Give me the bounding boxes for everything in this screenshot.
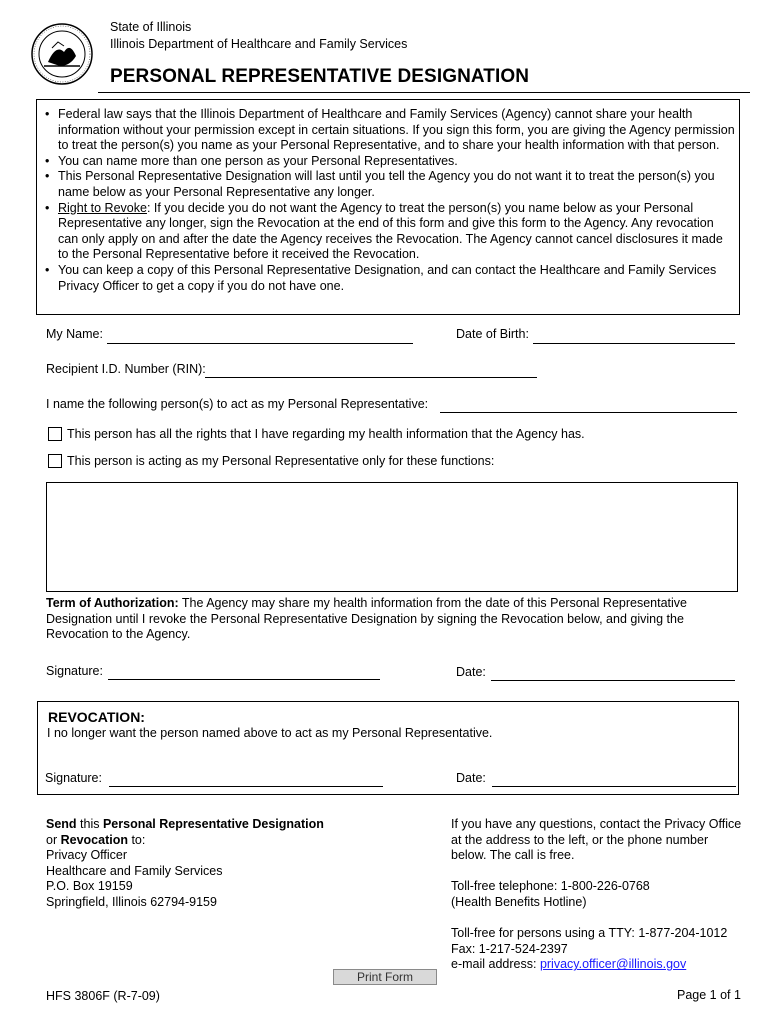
signature-field[interactable] [108,679,380,680]
rin-field[interactable] [205,377,537,378]
page-number: Page 1 of 1 [677,988,741,1002]
revocation-date-field[interactable] [492,786,736,787]
or-word: or [46,832,61,847]
representative-name-label: I name the following person(s) to act as my Personal Representative: [46,397,429,411]
date-of-birth-field[interactable] [533,343,735,344]
contact-line: below. The call is free. [451,848,575,863]
revocation-box [37,701,739,795]
title-rule [98,92,750,93]
send-line-1 [46,817,376,833]
send-doc-name: Personal Representative Designation [102,817,324,831]
send-line-2 [46,833,376,849]
revocation-text: I no longer want the person named above to act as my Personal Representative. [47,726,493,740]
email-label: e-mail address: [451,957,540,972]
revocation-signature-label: Signature: [45,771,102,785]
date-field[interactable] [491,680,735,681]
functions-textarea[interactable] [46,482,738,592]
tollfree-phone: Toll-free telephone: 1-800-226-0768 [451,879,650,894]
info-bullet: • You can name more than one person as your Personal Representatives. [45,154,735,170]
contact-line: If you have any questions, contact the Privacy Office [451,817,742,831]
agency-state: State of Illinois [110,20,192,34]
fax-number: Fax: 1-217-524-2397 [451,941,568,956]
my-name-label: My Name: [46,327,103,341]
revocation-signature-field[interactable] [109,786,383,787]
my-name-field[interactable] [107,343,413,344]
email-line [451,957,751,973]
revocation-date-label: Date: [456,771,486,785]
send-address-block [46,817,376,911]
send-word: Send [46,817,77,831]
signature-label: Signature: [46,664,103,678]
date-label: Date: [456,665,486,679]
info-box [36,99,740,315]
all-rights-checkbox[interactable] [48,427,62,441]
info-bullet: • Federal law says that the Illinois Department of Healthcare and Family Services (Agency) cannot share your health information without your permission except in certain situations. If you sign this form, you are giving the Agency permission to treat the person(s) you name as your Personal Representative, and to share your health information with that person. [45,107,735,154]
revocation-title: REVOCATION: [48,709,145,725]
form-number: HFS 3806F (R-7-09) [46,989,160,1003]
tty-phone: Toll-free for persons using a TTY: 1-877-204-1012 [451,926,728,941]
agency-department: Illinois Department of Healthcare and Family Services [110,37,408,51]
info-bullets [45,107,735,294]
address-line: P.O. Box 19159 [46,879,133,894]
info-bullet [45,201,735,263]
limited-functions-label: This person is acting as my Personal Representative only for these functions: [67,454,495,468]
email-link[interactable]: privacy.officer@illinois.gov [539,957,687,972]
representative-name-field[interactable] [440,412,737,413]
print-form-button[interactable]: Print Form [333,969,437,985]
address-line: Healthcare and Family Services [46,863,223,878]
date-of-birth-label: Date of Birth: [456,327,529,341]
revocation-word: Revocation [60,832,128,847]
right-to-revoke-heading: Right to Revoke [58,200,147,215]
right-to-revoke-text: : If you decide you do not want the Agency to treat the person(s) you name below as your Personal Representative any longer, sign the Revocation at the end of this form and give this form to the Agency. Any revocation can only apply on and after the date the Agency receives the Revocation. The Agency cannot cancel disclosures it made to the Personal Representative before it received the Revocation. [58,200,723,262]
all-rights-label: This person has all the rights that I have regarding my health information that the Agency has. [67,427,585,441]
term-text: The Agency may share my health information from the date of this Personal Representative Designation until I revoke the Personal Representative Designation by signing the Revocation below, and giving the Revocation to the Agency. [46,596,687,642]
limited-functions-checkbox[interactable] [48,454,62,468]
to-word: to: [127,832,146,847]
contact-line: at the address to the left, or the phone number [451,832,709,847]
rin-label: Recipient I.D. Number (RIN): [46,362,206,376]
info-bullet: • You can keep a copy of this Personal Representative Designation, and can contact the Healthcare and Family Services Privacy Officer to get a copy if you do not have one. [45,263,735,294]
address-line: Privacy Officer [46,848,128,863]
info-bullet: • This Personal Representative Designation will last until you tell the Agency you do not want it to treat the person(s) you name below as your Personal Representative any longer. [45,169,735,200]
term-title: Term of Authorization: [46,596,179,610]
hotline-name: (Health Benefits Hotline) [451,894,587,909]
this-word: this [76,817,103,831]
address-line: Springfield, Illinois 62794-9159 [46,894,217,909]
contact-block [451,817,751,973]
state-seal-icon [30,22,94,86]
term-of-authorization [46,596,736,643]
page-title: PERSONAL REPRESENTATIVE DESIGNATION [110,66,530,87]
